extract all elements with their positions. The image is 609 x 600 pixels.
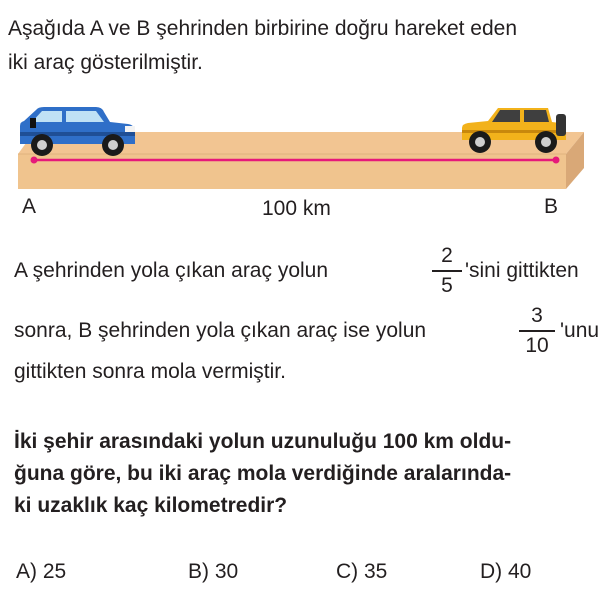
point-b-marker (553, 157, 560, 164)
option-a[interactable]: A) 25 (16, 560, 67, 583)
option-d[interactable]: D) 40 (480, 560, 532, 583)
fraction-3-10 (519, 304, 555, 358)
fraction-numerator: 3 (531, 304, 543, 327)
intro-text (8, 12, 603, 80)
fraction-denominator: 10 (525, 333, 549, 357)
question-line-1: İki şehir arasındaki yolun uzunuluğu 100 km oldu- (14, 430, 512, 453)
para-line-1-a: A şehrinden yola çıkan araç yolun (14, 259, 329, 282)
question-text (14, 426, 606, 522)
fraction-denominator: 5 (441, 273, 453, 297)
question-line-3: ki uzaklık kaç kilometredir? (14, 494, 288, 517)
para-line-2-b: 'unu (560, 319, 600, 342)
para-line-2-a: sonra, B şehrinden yola çıkan araç ise yolun (14, 319, 427, 342)
fraction-bar (519, 330, 555, 332)
label-a: A (22, 195, 37, 218)
distance-label: 100 km (262, 197, 331, 220)
question-line-2: ğuna göre, bu iki araç mola verdiğinde aralarında- (14, 462, 512, 485)
para-line-1-b: 'sini gittikten (465, 259, 579, 282)
fraction-numerator: 2 (441, 244, 453, 267)
intro-line-1: Aşağıda A ve B şehrinden birbirine doğru hareket eden (8, 17, 518, 40)
fraction-2-5 (432, 244, 462, 298)
para-line-3: gittikten sonra mola vermiştir. (14, 360, 286, 383)
intro-line-2: iki araç gösterilmiştir. (8, 51, 203, 74)
option-b[interactable]: B) 30 (188, 560, 239, 583)
option-c[interactable]: C) 35 (336, 560, 388, 583)
point-a-marker (31, 157, 38, 164)
label-b: B (544, 195, 559, 218)
fraction-bar (432, 270, 462, 272)
